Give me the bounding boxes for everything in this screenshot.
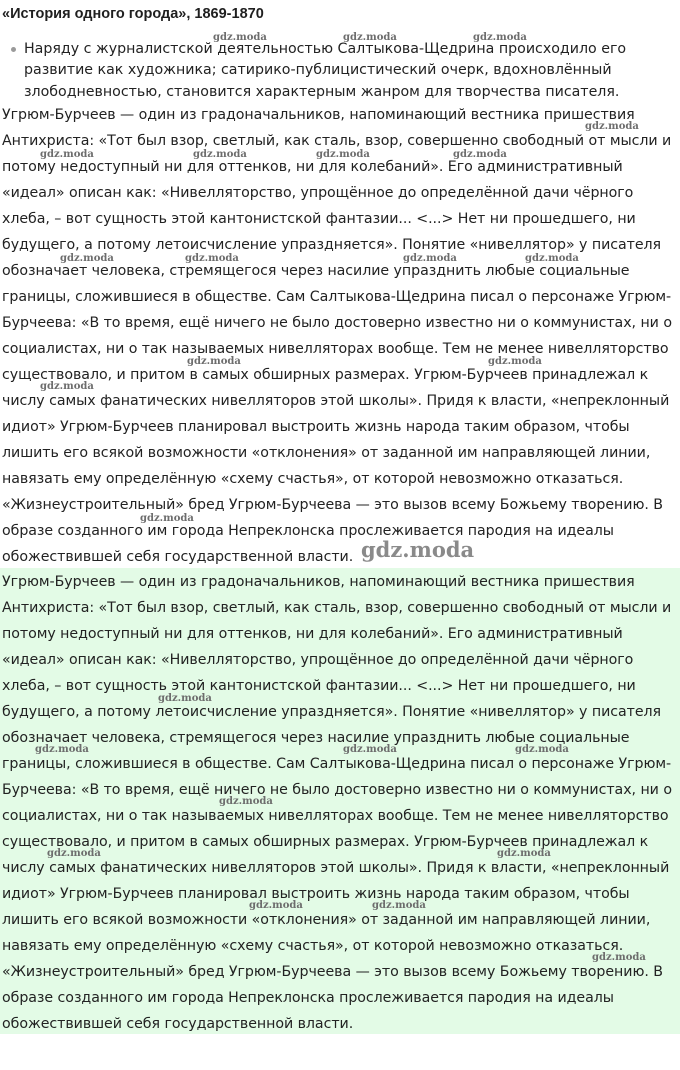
watermark: gdz.moda (316, 149, 370, 160)
watermark: gdz.moda (473, 32, 527, 43)
watermark: gdz.moda (515, 744, 569, 755)
watermark-large: gdz.moda (361, 537, 475, 562)
watermark: gdz.moda (343, 744, 397, 755)
watermark: gdz.moda (193, 149, 247, 160)
watermark: gdz.moda (40, 149, 94, 160)
watermark: gdz.moda (249, 900, 303, 911)
watermark: gdz.moda (60, 253, 114, 264)
highlighted-answer-paragraph: Угрюм-Бурчеев — один из градоначальников, напоминающий вестника пришествия Антихриста: «Тот был взор, светлый, как сталь, взор, совершенно свободный от мысли и потому недоступный ни для оттенков, ни для колебаний». Его административный «идеал» описан как: «Нивелляторство, упрощённое до определённой дачи чёрного хлеба, – вот сущность этой кантонистской фантазии... <...> Нет ни прошедшего, ни будущего, а потому летоисчисление упраздняется». Понятие «нивеллятор» у писателя обозначает человека, стремящегося через насилие упразднить любые социальные границы, сложившиеся в обществе. Сам Салтыкова-Щедрина писал о персонаже Угрюм-Бурчеева: «В то время, ещё ничего не было достоверно известно ни о коммунистах, ни о социалистах, ни о так называемых нивелляторах вообще. Тем не менее нивелляторство существовало, и притом в самых обширных размерах. Угрюм-Бурчеев принадлежал к числу самых фанатических нивелляторов этой школы». Придя к власти, «непреклонный идиот» Угрюм-Бурчеев планировал выстроить жизнь народа таким образом, чтобы лишить его всякой возможности «отклонения» от заданной им направляющей линии, навязать ему определённую «схему счастья», от которой невозможно отказаться. «Жизнеустроительный» бред Угрюм-Бурчеева — это вызов всему Божьему творению. В образе созданного им города Непреклонска прослеживается пародия на идеалы обожествившей себя государственной власти. (2, 574, 672, 1032)
watermark: gdz.moda (47, 848, 101, 859)
watermark: gdz.moda (497, 848, 551, 859)
watermark: gdz.moda (219, 796, 273, 807)
watermark: gdz.moda (372, 900, 426, 911)
watermark: gdz.moda (488, 356, 542, 367)
watermark: gdz.moda (585, 121, 639, 132)
watermark: gdz.moda (35, 744, 89, 755)
watermark: gdz.moda (403, 253, 457, 264)
watermark: gdz.moda (592, 952, 646, 963)
watermark: gdz.moda (187, 356, 241, 367)
bullet-text: Наряду с журналистской деятельностью Салтыкова-Щедрина происходило его развитие как художника; сатирико-публицистический очерк, вдохновлённый злободневностью, становится характерным жанром для творчества писателя. (24, 41, 627, 100)
watermark: gdz.moda (343, 32, 397, 43)
watermark: gdz.moda (453, 149, 507, 160)
bullet-dot-icon (11, 47, 16, 52)
answer-paragraph: Угрюм-Бурчеев — один из градоначальников, напоминающий вестника пришествия Антихриста: «Тот был взор, светлый, как сталь, взор, совершенно свободный от мысли и потому недоступный ни для оттенков, ни для колебаний». Его административный «идеал» описан как: «Нивелляторство, упрощённое до определённой дачи чёрного хлеба, – вот сущность этой кантонистской фантазии... <...> Нет ни прошедшего, ни будущего, а потому летоисчисление упраздняется». Понятие «нивеллятор» у писателя обозначает человека, стремящегося через насилие упразднить любые социальные границы, сложившиеся в обществе. Сам Салтыкова-Щедрина писал о персонаже Угрюм-Бурчеева: «В то время, ещё ничего не было достоверно известно ни о коммунистах, ни о социалистах, ни о так называемых нивелляторах вообще. Тем не менее нивелляторство существовало, и притом в самых обширных размерах. Угрюм-Бурчеев принадлежал к числу самых фанатических нивелляторов этой школы». Придя к власти, «непреклонный идиот» Угрюм-Бурчеев планировал выстроить жизнь народа таким образом, чтобы лишить его всякой возможности «отклонения» от заданной им направляющей линии, навязать ему определённую «схему счастья», от которой невозможно отказаться. «Жизнеустроительный» бред Угрюм-Бурчеева — это вызов всему Божьему творению. В образе созданного им города Непреклонска прослеживается пародия на идеалы обожествившей себя государственной власти. (2, 107, 672, 565)
watermark: gdz.moda (40, 381, 94, 392)
section-title: «История одного города», 1869-1870 (2, 6, 264, 22)
watermark: gdz.moda (185, 253, 239, 264)
watermark: gdz.moda (213, 32, 267, 43)
watermark: gdz.moda (158, 693, 212, 704)
watermark: gdz.moda (525, 253, 579, 264)
watermark: gdz.moda (140, 513, 194, 524)
